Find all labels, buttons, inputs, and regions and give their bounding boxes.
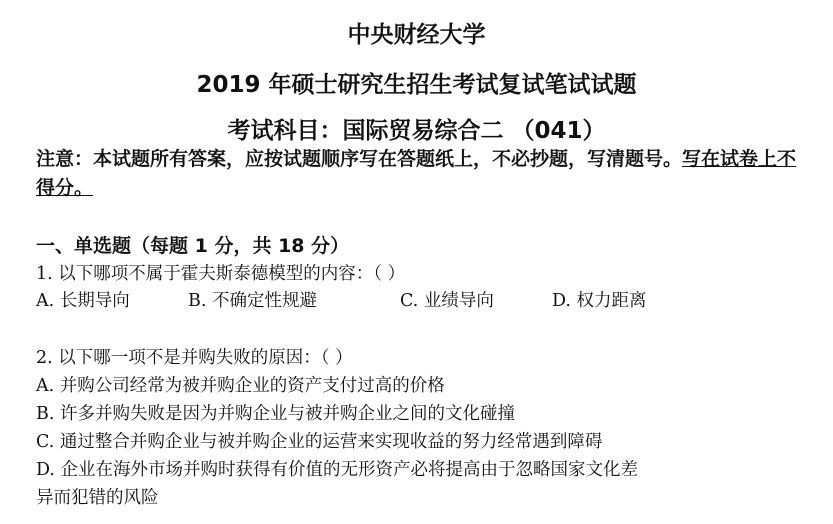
question-2-option-a: A. 并购公司经常为被并购企业的资产支付过高的价格 — [36, 376, 445, 396]
option-d: D. 权力距离 — [552, 291, 647, 311]
section-heading: 一、单选题（每题 1 分，共 18 分） — [36, 235, 350, 257]
question-2-stem: 2. 以下哪一项不是并购失败的原因：（ ） — [36, 348, 353, 368]
option-b: B. 不确定性规避 — [188, 291, 317, 311]
question-1-options — [36, 287, 647, 312]
exam-title: 2019 年硕士研究生招生考试复试笔试试题 — [196, 72, 637, 98]
notice-text: 注意：本试题所有答案，应按试题顺序写在答题纸上，不必抄题，写清题号。 — [36, 148, 683, 170]
notice-underlined-text: 写在试卷上不得分。 — [36, 148, 797, 199]
option-c: C. 业绩导向 — [400, 291, 494, 311]
option-a: A. 长期导向 — [36, 291, 130, 311]
question-2-option-d: D. 企业在海外市场并购时获得有价值的无形资产必将提高由于忽略国家文化差 — [36, 460, 639, 480]
question-2-option-b: B. 许多并购失败是因为并购企业与被并购企业之间的文化碰撞 — [36, 404, 515, 424]
university-title: 中央财经大学 — [347, 22, 486, 48]
question-2-option-d-continued: 异而犯错的风险 — [36, 488, 159, 508]
question-1-stem: 1. 以下哪项不属于霍夫斯泰德模型的内容：（ ） — [36, 264, 406, 284]
exam-subject: 考试科目：国际贸易综合二 （041） — [227, 118, 606, 144]
exam-notice — [36, 145, 806, 203]
question-2-option-c: C. 通过整合并购企业与被并购企业的运营来实现收益的努力经常遇到障碍 — [36, 432, 603, 452]
